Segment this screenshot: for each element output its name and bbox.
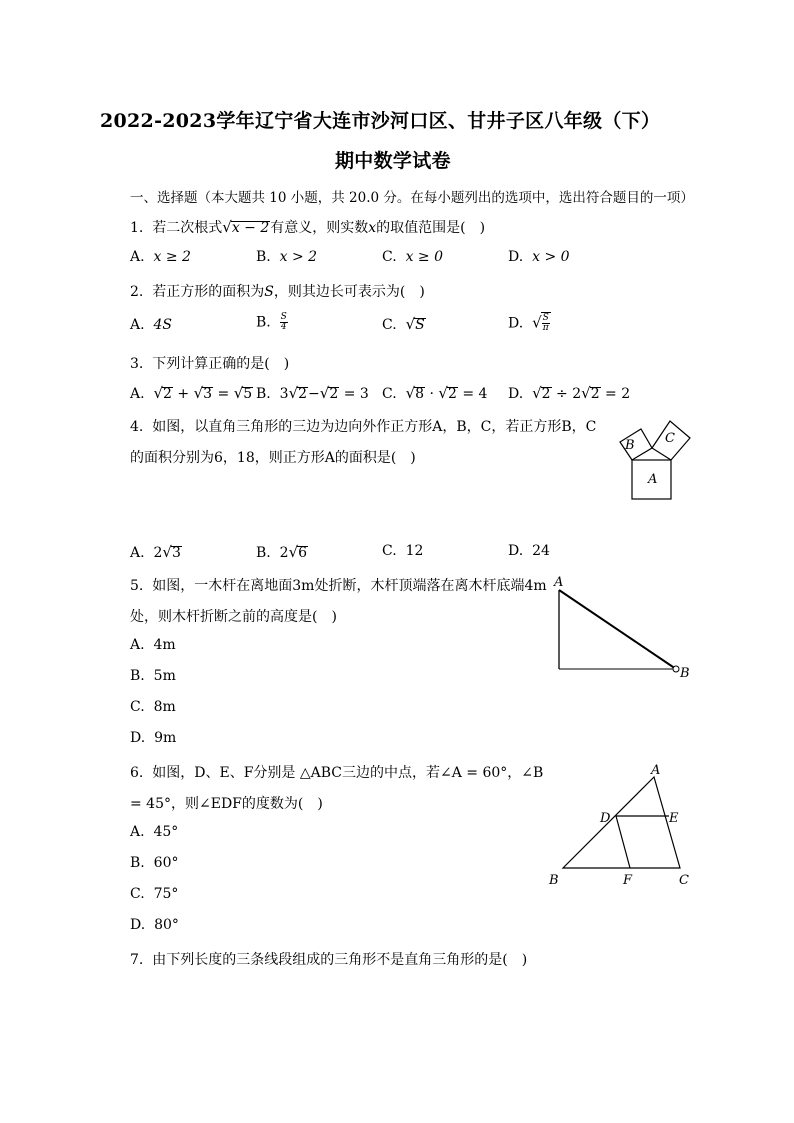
label-a: A	[648, 472, 658, 487]
label-f: F	[623, 873, 633, 888]
q1-text-post2: 的取值范围是( )	[376, 220, 486, 236]
q2-option-b: B. $\frac{S}{4}$	[256, 312, 287, 332]
q6-figure-triangle	[545, 760, 705, 890]
label-b: B	[625, 438, 635, 453]
label-c: C	[665, 431, 675, 446]
q1-var: x	[368, 220, 377, 236]
question-4-line-1: 4. 如图，以直角三角形的三边为边向外作正方形A，B，C，若正方形B，C	[130, 419, 597, 435]
label-c: C	[679, 873, 689, 888]
label-e: E	[669, 811, 679, 826]
triangle-abc	[563, 777, 680, 868]
q1-text-pre: 若二次根式	[152, 220, 223, 236]
question-6-line-1: 6. 如图，D、E、F分别是 △ABC三边的中点，若∠A = 60°，∠B	[130, 765, 544, 781]
q5-figure-pole	[548, 574, 698, 684]
question-2: 2. 若正方形的面积为S，则其边长可表示为( )	[130, 284, 425, 300]
q5-option-c: C. 8m	[130, 699, 176, 715]
q5-option-d: D. 9m	[130, 730, 177, 746]
q3-option-a: A. √2 + √3 = √5	[130, 384, 253, 402]
q1-text-post: 有意义，则实数	[270, 220, 369, 236]
q6-option-b: B. 60°	[130, 855, 179, 871]
q6-option-c: C. 75°	[130, 886, 179, 902]
title-line-1: 2022-2023学年辽宁省大连市沙河口区、甘井子区八年级（下）	[100, 110, 661, 132]
q1-number: 1.	[130, 220, 144, 236]
question-4-line-2: 的面积分别为6，18，则正方形A的面积是( )	[130, 450, 416, 466]
question-5-line-1: 5. 如图，一木杆在离地面3m处折断，木杆顶端落在离木杆底端4m	[130, 578, 547, 594]
point-b	[673, 666, 679, 672]
q1-option-b: B. x > 2	[256, 249, 318, 265]
label-a: A	[554, 575, 564, 590]
radical-icon: √	[532, 313, 542, 332]
q1-option-a: A. x ≥ 2	[130, 249, 191, 265]
label-b: B	[549, 873, 559, 888]
q2-option-a: A. 4S	[130, 317, 172, 333]
q4-option-b: B. 2√6	[256, 543, 308, 561]
q6-option-a: A. 45°	[130, 824, 179, 840]
q5-option-b: B. 5m	[130, 668, 176, 684]
label-a: A	[651, 763, 661, 778]
q4-option-a: A. 2√3	[130, 543, 181, 561]
question-6-line-2: = 45°，则∠EDF的度数为( )	[130, 796, 323, 812]
pole-broken	[559, 590, 676, 669]
label-d: D	[600, 811, 611, 826]
q4-option-d: D. 24	[508, 543, 550, 559]
q2-option-d: D. √ $\frac{S}{\pi}$	[508, 313, 549, 333]
q2-option-c: C. √S	[382, 315, 425, 333]
q3-option-c: C. √8 · √2 = 4	[382, 384, 488, 402]
segment-df	[616, 816, 630, 868]
q1-option-d: D. x > 0	[508, 249, 570, 265]
section-header: 一、选择题（本大题共 10 小题，共 20.0 分。在每小题列出的选项中，选出符合题目的一项）	[130, 190, 694, 206]
question-7: 7. 由下列长度的三条线段组成的三角形不是直角三角形的是( )	[130, 952, 528, 968]
q3-option-b: B. 3√2−√2 = 3	[256, 384, 369, 402]
q3-option-d: D. √2 ÷ 2√2 = 2	[508, 384, 631, 402]
title-line-2: 期中数学试卷	[335, 150, 451, 172]
question-1	[130, 217, 485, 237]
q4-figure-squares	[608, 416, 708, 508]
q4-option-c: C. 12	[382, 543, 424, 559]
radical-icon: √	[405, 315, 416, 333]
question-3: 3. 下列计算正确的是( )	[130, 356, 290, 372]
radical-icon: √	[222, 218, 232, 236]
fraction: $\frac{S}{4}$	[280, 312, 287, 332]
q5-option-a: A. 4m	[130, 637, 176, 653]
label-b: B	[680, 666, 690, 681]
q1-radicand: x − 2	[231, 220, 270, 236]
q1-option-c: C. x ≥ 0	[382, 249, 444, 265]
question-5-line-2: 处，则木杆折断之前的高度是( )	[130, 609, 337, 625]
q6-option-d: D. 80°	[130, 917, 179, 933]
